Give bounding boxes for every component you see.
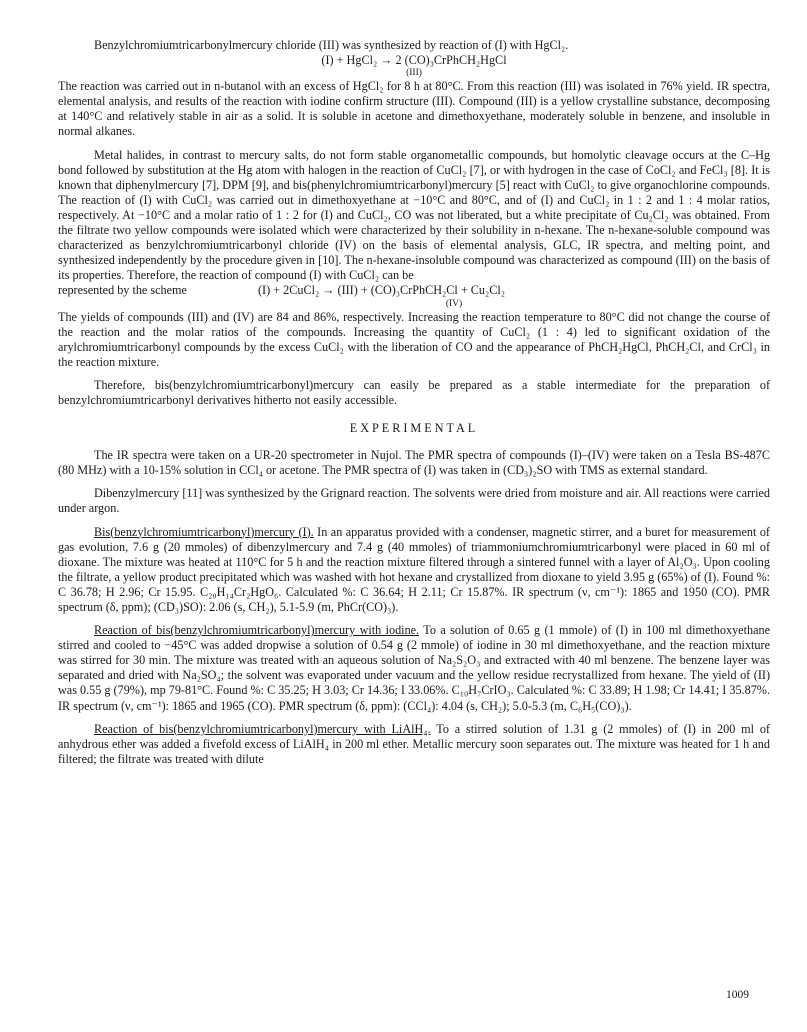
paragraph-2: The reaction was carried out in n-butanol with an excess of HgCl₂ for 8 h at 80°C. From this reaction (III) was isolated in 76% yield. IR spectra, elemental analysis, and results of the reaction with iodine confirm structure (III). Compound (III) is a yellow crystalline substance, decomposing at 140°C and relatively stable in air as a solid. It is soluble in acetone and dimethoxyethane, moderately soluble in benzene, and insoluble in normal alkanes. [58,79,770,139]
section-heading: EXPERIMENTAL [349,421,479,436]
paragraph-9-title: Reaction of bis(benzylchromiumtricarbonyl)mercury with iodine. [94,623,420,638]
paragraph-6: The IR spectra were taken on a UR-20 spectrometer in Nujol. The PMR spectra of compounds (I)–(IV) were taken on a Tesla BS-487C (80 MHz) with a 10-15% solution in CCl₄ or acetone. The PMR spectra of (I) was taken in (CD₃)₂SO with TMS as external standard. [58,448,770,478]
paragraph-10-title: Reaction of bis(benzylchromiumtricarbonyl)mercury with LiAlH₄. [94,721,431,736]
paragraph-8 [58,525,770,616]
paragraph-1: Benzylchromiumtricarbonylmercury chloride (III) was synthesized by reaction of (I) with HgCl₂. [94,38,569,52]
paragraph-10 [58,722,770,767]
equation-1-label: (III) [406,68,422,79]
paragraph-7: Dibenzylmercury [11] was synthesized by the Grignard reaction. The solvents were dried from moisture and air. All reactions were carried under argon. [58,486,770,516]
equation-2: (I) + 2CuCl₂ → (III) + (CO)₃CrPhCH₂Cl + Cu₂Cl₂ [258,283,506,298]
page-body [58,0,770,767]
scheme-intro-text: represented by the scheme [58,283,187,298]
paragraph-9 [58,623,770,714]
equation-2-label: (IV) [445,298,463,309]
paragraph-10-body: To a stirred solution of 1.31 g (2 mmoles) of (I) in 200 ml of anhydrous ether was added a fivefold excess of LiAlH₄ in 200 ml ether. Metallic mercury soon separates out. The mixture was heated for 1 h and filtered; the filtrate was treated with dilute [58,721,770,766]
page-number: 1009 [726,989,749,1001]
paragraph-9-body: To a solution of 0.65 g (1 mmole) of (I) in 100 ml dimethoxyethane stirred and cooled to −45°C was added dropwise a solution of 0.54 g (2 mmole) of iodine in 30 ml dimethoxyethane, and the reaction mixture was stirred for 30 min. The mixture was treated with an aqueous solution of Na₂S₂O₃ and extracted with 40 ml benzene. The benzene layer was separated and dried with Na₂SO₄; the solvent was evaporated under vacuum and the yellow residue recrystallized from hexane. The yield of (II) was 0.55 g (79%), mp 79-81°C. Found %: C 35.25; H 3.03; Cr 14.36; I 33.06%. C₁₀H₇CrIO₃. Calculated %: C 33.89; H 1.98; Cr 14.41; I 35.87%. IR spectrum (ν, cm⁻¹): 1865 and 1965 (CO). PMR spectrum (δ, ppm): (CCl₄): 4.04 (s, CH₂); 5.0-5.3 (m, C₆H₅(CO)₃). [58,623,770,713]
equation-1: (I) + HgCl₂ → 2 (CO)₃CrPhCH₂HgCl [321,53,507,68]
paragraph-8-title: Bis(benzylchromiumtricarbonyl)mercury (I). [94,524,314,539]
scheme-row [58,283,770,298]
paragraph-8-body: In an apparatus provided with a condenser, magnetic stirrer, and a buret for measurement of gas evolution, 7.6 g (20 mmoles) of dibenzylmercury and 7.4 g (40 mmoles) of triammoniumchromiumtricarbonyl were placed in 60 ml of dioxane. The mixture was heated at 110°C for 5 h and the reaction mixture filtered through a sintered funnel with a layer of Al₂O₃. Upon cooling the filtrate, a yellow product precipitated which was washed with hot hexane and crystallized from dioxane to yield 3.95 g (65%) of (I). Found %: C 36.78; H 2.96; Cr 15.95. C₂₀H₁₄Cr₂HgO₆. Calculated %: C 36.64; H 2.11; Cr 15.87%. IR spectrum (ν, cm⁻¹): 1865 and 1950 (CO). PMR spectrum (δ, ppm); (CD₃)SO): 2.06 (s, CH₂), 5.1-5.9 (m, PhCr(CO)₃). [58,524,770,614]
paragraph-5: Therefore, bis(benzylchromiumtricarbonyl)mercury can easily be prepared as a stable intermediate for the preparation of benzylchromiumtricarbonyl derivatives hitherto not easily accessible. [58,377,770,407]
paragraph-4: The yields of compounds (III) and (IV) are 84 and 86%, respectively. Increasing the reaction temperature to 80°C did not change the course of the reaction and the molar ratios of the compounds. Increasing the quantity of CuCl₂ (1 : 4) led to significant oxidation of the arylchromiumtricarbonyl compounds by the excess CuCl₂ with the liberation of CO and the appearance of PhCH₂HgCl, PhCH₂Cl, and CrCl₃ in the reaction mixture. [58,309,770,369]
paragraph-3: Metal halides, in contrast to mercury salts, do not form stable organometallic compounds, but homolytic cleavage occurs at the C–Hg bond followed by substitution at the Hg atom with halogen in the reaction of CuCl₂ [7], or with hydrogen in the case of CoCl₂ and FeCl₃ [8]. It is known that diphenylmercury [7], DPM [9], and bis(phenylchromiumtricarbonyl)mercury [5] react with CuCl₂ to give organochlorine compounds. The reaction of (I) with CuCl₂ was carried out in dimethoxyethane at −10°C and 80°C, and of (I) and CuCl₂ in 1 : 2 and 1 : 4 molar ratios, respectively. At −10°C and a molar ratio of 1 : 2 for (I) and CuCl₂, CO was not liberated, but a white precipitate of Cu₂Cl₂ was obtained. From the filtrate two yellow compounds were isolated which were characterized by their solubility in n-hexane. The n-hexane-soluble compound was characterized as benzylchromiumtricarbonyl chloride (IV) on the basis of elemental analysis, GLC, IR spectra, and melting point, and synthesized independently by the procedure given in [10]. The n-hexane-insoluble compound was characterized as compound (III) on the basis of its properties. Therefore, the reaction of compound (I) with CuCl₂ can be [58,147,770,283]
